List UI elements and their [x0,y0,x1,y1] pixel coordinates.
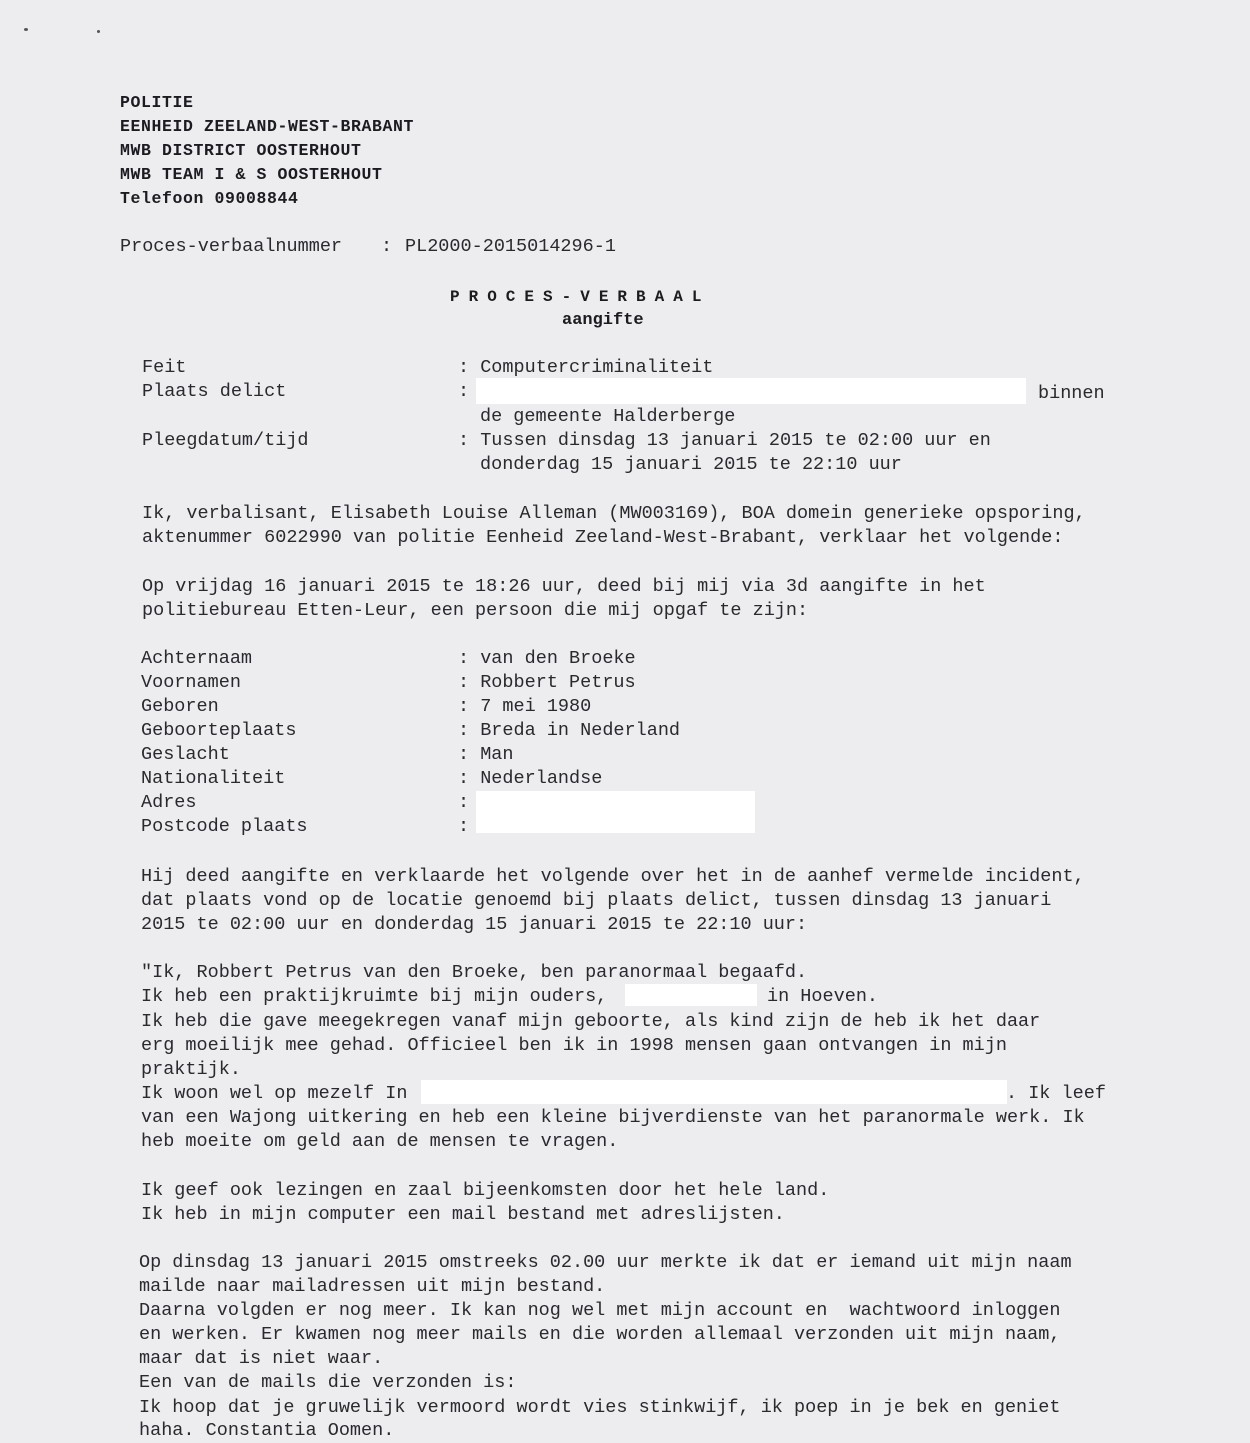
statement-line: Daarna volgden er nog meer. Ik kan nog wel met mijn account en wachtwoord inloggen [139,1300,1061,1321]
statement-line: praktijk. [141,1059,241,1080]
achternaam-value: : van den Broeke [458,648,636,669]
nationaliteit-label: Nationaliteit [141,768,286,789]
adres-colon: : [458,792,470,813]
statement-line: en werken. Er kwamen nog meer mails en die worden allemaal verzonden uit mijn naam, [139,1324,1061,1345]
statement-line: van een Wajong uitkering en heb een kleine bijverdienste van het paranormale werk. Ik [141,1107,1085,1128]
statement-line: Ik heb in mijn computer een mail bestand met adreslijsten. [141,1204,785,1225]
postcode-label: Postcode plaats [141,816,308,837]
header-politie: POLITIE [120,93,194,112]
voornamen-label: Voornamen [141,672,241,693]
geslacht-label: Geslacht [141,744,230,765]
geboren-label: Geboren [141,696,219,717]
statement-line: haha. Constantia Oomen. [139,1420,395,1441]
statement-line: in Hoeven. [767,986,879,1007]
statement-line: "Ik, Robbert Petrus van den Broeke, ben paranormaal begaafd. [141,962,808,983]
plaats-delict-colon: : [458,381,470,402]
pleegdatum-cont: donderdag 15 januari 2015 te 22:10 uur [480,454,902,475]
postcode-colon: : [458,816,470,837]
statement-line: maar dat is niet waar. [139,1348,384,1369]
header-telefoon: Telefoon 09008844 [120,189,299,208]
statement-line: Een van de mails die verzonden is: [139,1372,517,1393]
redaction-parents-address [625,984,757,1006]
document-subtitle: aangifte [562,311,644,330]
geboorteplaats-label: Geboorteplaats [141,720,297,741]
statement-line: Ik woon wel op mezelf In [141,1083,408,1104]
geboren-value: : 7 mei 1980 [458,696,592,717]
geslacht-value: : Man [458,744,514,765]
header-eenheid: EENHEID ZEELAND-WEST-BRABANT [120,117,415,136]
plaats-delict-suffix: binnen [1038,383,1105,404]
statement-line: mailde naar mailadressen uit mijn bestand. [139,1276,606,1297]
document-title: PROCES-VERBAAL [450,288,711,306]
statement-line: Ik geef ook lezingen en zaal bijeenkomsten door het hele land. [141,1180,830,1201]
plaats-delict-label: Plaats delict [142,381,287,402]
feit-label: Feit [142,357,187,378]
intro-line: Ik, verbalisant, Elisabeth Louise Alleman (MW003169), BOA domein generieke opsporing, [142,503,1086,524]
pv-number-colon: : [381,236,393,257]
statement-line: erg moeilijk mee gehad. Officieel ben ik in 1998 mensen gaan ontvangen in mijn [141,1035,1007,1056]
adres-label: Adres [141,792,197,813]
header-team: MWB TEAM I & S OOSTERHOUT [120,165,383,184]
nationaliteit-value: : Nederlandse [458,768,603,789]
plaats-delict-cont: de gemeente Halderberge [480,406,736,427]
declaration-line: 2015 te 02:00 uur en donderdag 15 januari 2015 te 22:10 uur: [141,914,808,935]
statement-line: . Ik leef [1006,1083,1106,1104]
pleegdatum-label: Pleegdatum/tijd [142,430,309,451]
feit-value: : Computercriminaliteit [458,357,714,378]
intro-line: aktenummer 6022990 van politie Eenheid Zeeland-West-Brabant, verklaar het volgende: [142,527,1064,548]
statement-line: Ik heb die gave meegekregen vanaf mijn geboorte, als kind zijn de heb ik het daar [141,1011,1041,1032]
geboorteplaats-value: : Breda in Nederland [458,720,681,741]
redaction-plaats-delict [476,378,1026,404]
scan-speck [97,30,100,33]
declaration-line: dat plaats vond op de locatie genoemd bij plaats delict, tussen dinsdag 13 januari [141,890,1052,911]
scan-speck [24,28,28,31]
pv-number-label: Proces-verbaalnummer [120,236,343,257]
achternaam-label: Achternaam [141,648,253,669]
statement-line: heb moeite om geld aan de mensen te vragen. [141,1131,619,1152]
header-district: MWB DISTRICT OOSTERHOUT [120,141,362,160]
statement-line: Ik heb een praktijkruimte bij mijn ouders, [141,986,608,1007]
report-line: Op vrijdag 16 januari 2015 te 18:26 uur, deed bij mij via 3d aangifte in het [142,576,986,597]
pv-number-value: PL2000-2015014296-1 [405,236,616,257]
statement-line: Ik hoop dat je gruwelijk vermoord wordt vies stinkwijf, ik poep in je bek en geniet [139,1397,1061,1418]
statement-line: Op dinsdag 13 januari 2015 omstreeks 02.00 uur merkte ik dat er iemand uit mijn naam [139,1252,1072,1273]
redaction-adres [476,791,755,833]
pleegdatum-value: : Tussen dinsdag 13 januari 2015 te 02:00 uur en [458,430,991,451]
voornamen-value: : Robbert Petrus [458,672,636,693]
report-line: politiebureau Etten-Leur, een persoon die mij opgaf te zijn: [142,600,809,621]
redaction-residence [421,1080,1007,1104]
declaration-line: Hij deed aangifte en verklaarde het volgende over het in de aanhef vermelde incident, [141,866,1085,887]
